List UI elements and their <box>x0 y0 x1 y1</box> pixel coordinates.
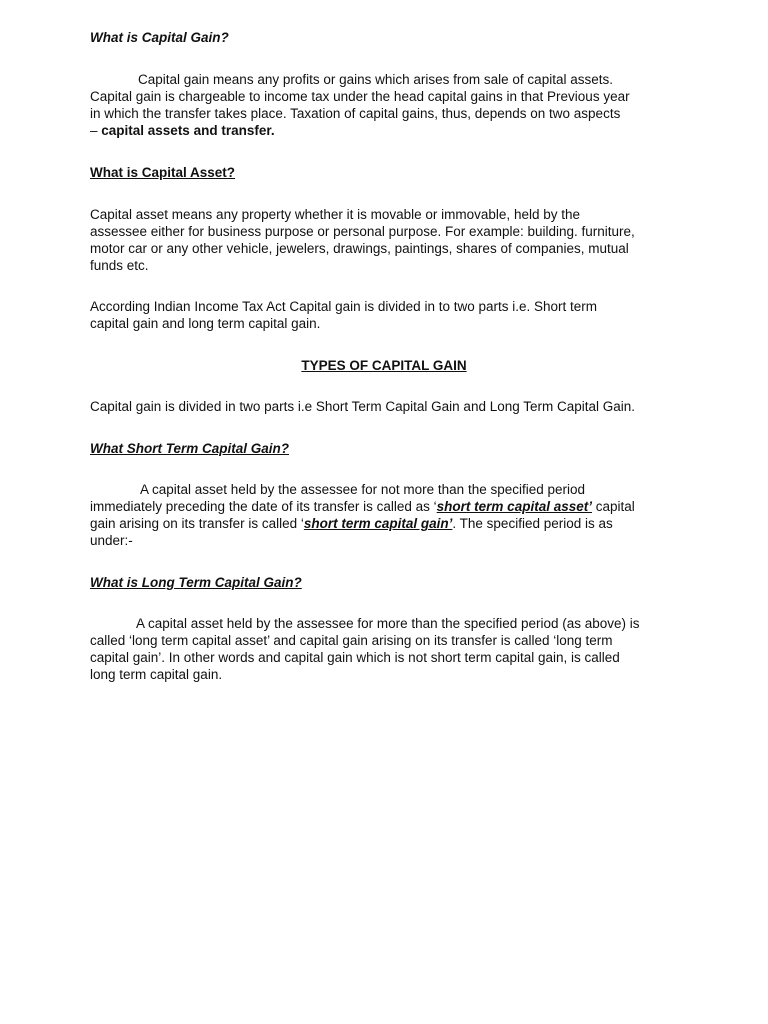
text-run: immediately preceding the date of its transfer is called as ‘ <box>90 499 437 514</box>
paragraph-line: funds etc. <box>90 258 149 273</box>
paragraph-line: A capital asset held by the assessee for not more than the specified period <box>140 482 586 497</box>
text-run: . The specified period is as <box>452 516 613 531</box>
heading-what-is-capital-asset: What is Capital Asset? <box>90 165 236 180</box>
paragraph-line: Capital asset means any property whether it is movable or immovable, held by the <box>90 207 580 222</box>
paragraph-line: motor car or any other vehicle, jewelers, drawings, paintings, shares of companies, mutual <box>90 241 629 256</box>
paragraph-long-term-definition <box>90 615 690 683</box>
dash-text: – <box>90 123 102 138</box>
paragraph-line <box>90 515 690 532</box>
paragraph-line <box>90 498 690 515</box>
text-run: capital <box>591 499 635 514</box>
paragraph-line: A capital asset held by the assessee for more than the specified period (as above) is <box>136 616 640 631</box>
paragraph-line: called ‘long term capital asset’ and capital gain arising on its transfer is called ‘long term <box>90 633 613 648</box>
heading-types-of-capital-gain: TYPES OF CAPITAL GAIN <box>301 358 467 373</box>
paragraph-line: capital gain and long term capital gain. <box>90 316 321 331</box>
emphasis-short-term-capital-asset: short term capital asset’ <box>436 499 592 514</box>
bold-text: capital assets and transfer. <box>101 123 275 138</box>
paragraph-line: under:- <box>90 533 133 548</box>
paragraph-line: in which the transfer takes place. Taxation of capital gains, thus, depends on two aspects <box>90 106 621 121</box>
heading-short-term-capital-gain: What Short Term Capital Gain? <box>90 441 290 456</box>
paragraph-line: assessee either for business purpose or personal purpose. For example: building. furniture, <box>90 224 635 239</box>
paragraph-line: long term capital gain. <box>90 667 223 682</box>
paragraph-line <box>90 122 690 139</box>
paragraph-line: Capital gain is divided in two parts i.e Short Term Capital Gain and Long Term Capital Gain. <box>90 399 636 414</box>
paragraph-line: Capital gain means any profits or gains which arises from sale of capital assets. <box>138 72 613 87</box>
paragraph-capital-asset-definition <box>90 206 690 274</box>
text-run: gain arising on its transfer is called ‘ <box>90 516 304 531</box>
paragraph-line: Capital gain is chargeable to income tax under the head capital gains in that Previous year <box>90 89 630 104</box>
paragraph-line: capital gain’. In other words and capital gain which is not short term capital gain, is called <box>90 650 620 665</box>
paragraph-short-term-definition <box>90 481 690 549</box>
paragraph-income-tax-act <box>90 298 690 332</box>
paragraph-capital-gain-definition <box>90 71 690 139</box>
heading-long-term-capital-gain: What is Long Term Capital Gain? <box>90 575 302 590</box>
heading-what-is-capital-gain: What is Capital Gain? <box>90 30 229 45</box>
paragraph-line: According Indian Income Tax Act Capital gain is divided in to two parts i.e. Short term <box>90 299 598 314</box>
emphasis-short-term-capital-gain: short term capital gain’ <box>303 516 453 531</box>
paragraph-capital-gain-parts <box>90 398 690 415</box>
